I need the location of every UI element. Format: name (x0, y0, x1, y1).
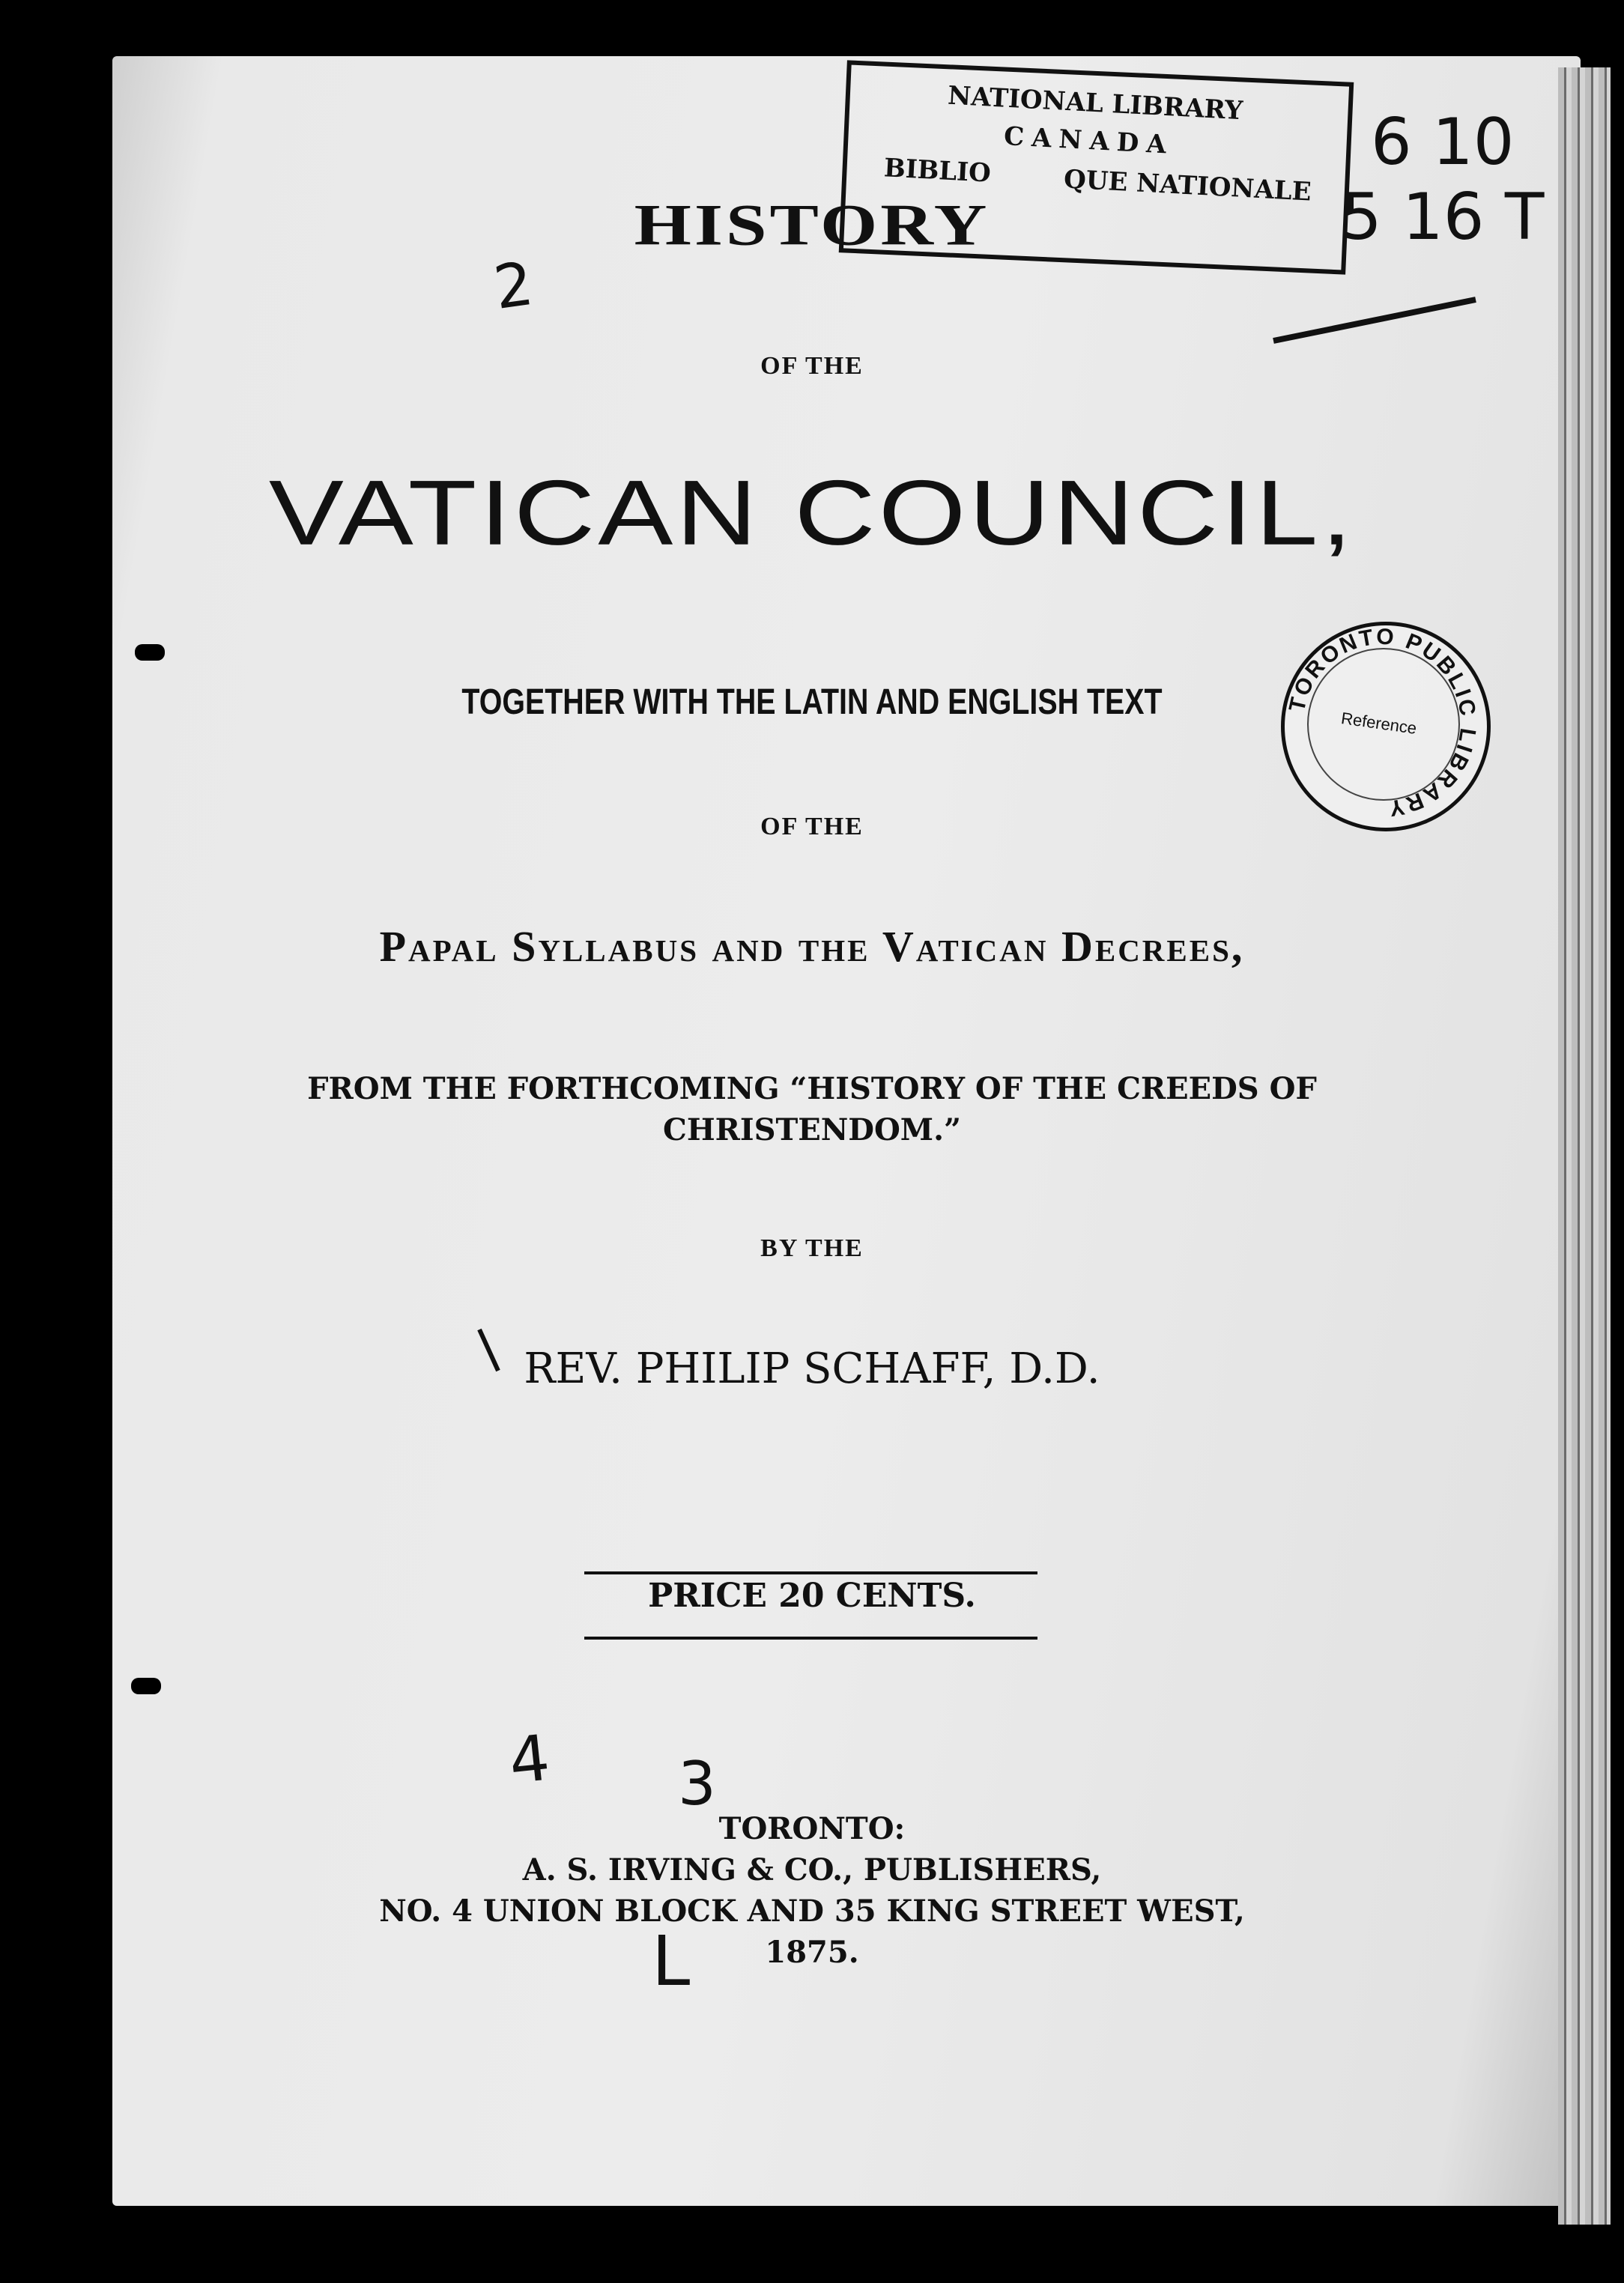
source-line-2: CHRISTENDOM.” (662, 1112, 962, 1147)
stamp-ring-label: TORONTO PUBLIC LIBRARY (1284, 624, 1481, 822)
handwritten-note-bottom-3: L (652, 1921, 691, 2001)
page-edge-tear (131, 1678, 161, 1694)
subtitle-papal: Papal Syllabus and the Vatican Decrees, (379, 922, 1245, 971)
stamp-center-label: Reference (1339, 709, 1418, 738)
stamp-line-1: NATIONAL LIBRARY (947, 80, 1244, 127)
page-edge-tear (135, 644, 165, 661)
handwritten-note-bottom-2: 3 (678, 1749, 716, 1819)
handwritten-note-top-left: 2 (489, 248, 538, 324)
title-vatican-council: VATICAN COUNCIL, (268, 461, 1356, 564)
handwritten-note-top-right-1: 6 10 (1371, 105, 1515, 180)
toronto-public-library-stamp (1281, 622, 1491, 831)
by-the: BY THE (760, 1234, 864, 1262)
source-line-1: FROM THE FORTHCOMING “HISTORY OF THE CREEDS OF (307, 1071, 1317, 1106)
publisher: A. S. IRVING & CO., PUBLISHERS, (522, 1852, 1102, 1888)
handwritten-note-bottom-1: 4 (506, 1720, 554, 1798)
publisher-address: NO. 4 UNION BLOCK AND 35 KING STREET WEST, (379, 1894, 1245, 1929)
price-rule-top (584, 1571, 1037, 1574)
author: REV. PHILIP SCHAFF, D.D. (524, 1344, 1100, 1393)
title-history: HISTORY (634, 192, 990, 258)
stamp-line-2: CANADA (1003, 121, 1175, 160)
of-the-2: OF THE (760, 813, 864, 840)
subtitle-together: TOGETHER WITH THE LATIN AND ENGLISH TEXT (461, 682, 1163, 722)
handwritten-note-top-right-2: 5 16 T (1341, 180, 1545, 255)
publication-year: 1875. (765, 1935, 859, 1970)
stamp-line-3-right: QUE NATIONALE (1063, 164, 1312, 207)
of-the-1: OF THE (760, 352, 864, 380)
stamp-line-3-left: BIBLIO (883, 153, 992, 189)
price-rule-bottom (584, 1637, 1037, 1640)
price: PRICE 20 CENTS. (648, 1577, 976, 1615)
imprint-city: TORONTO: (718, 1811, 906, 1846)
